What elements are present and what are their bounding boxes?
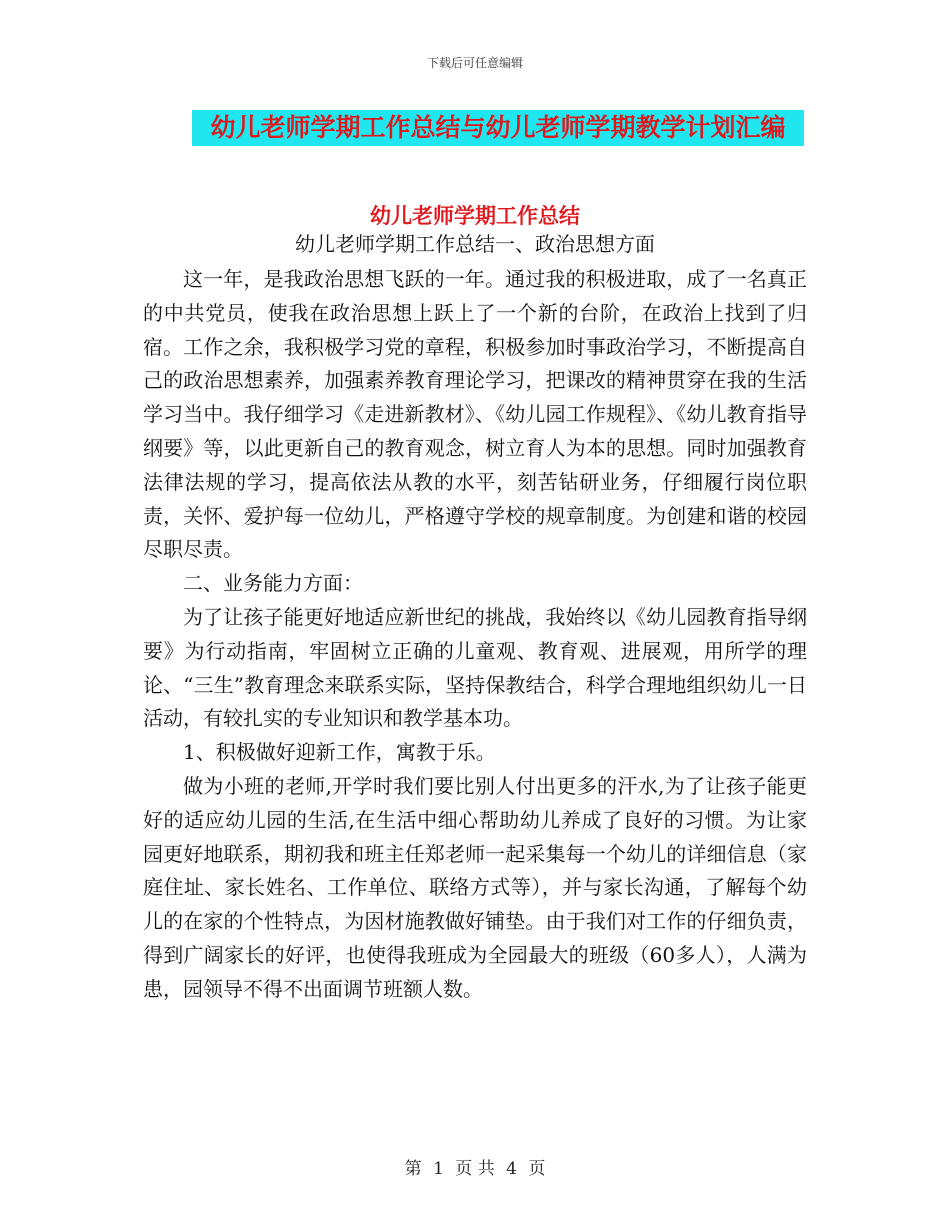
paragraph-business-heading: 二、业务能力方面：	[183, 571, 363, 596]
header-note: 下载后可任意编辑	[426, 56, 523, 70]
page-footer	[0, 1154, 950, 1179]
paragraph-welcome-heading: 1、积极做好迎新工作，寓教于乐。	[183, 740, 496, 765]
footer-page-number: 1	[433, 1159, 444, 1179]
footer-suffix: 页	[528, 1159, 546, 1179]
paragraph-political: 这一年，是我政治思想飞跃的一年。通过我的积极进取，成了一名真正的中共党员，使我在政治思想上跃上了一个新的台阶，在政治上找到了归宿。工作之余，我积极学习党的章程，积极参加时事政治学习，不断提高自己的政治思想素养，加强素养教育理论学习，把课改的精神贯穿在我的生活学习当中。我仔细学习《走进新教材》、《幼儿园工作规程》、《幼儿教育指导纲要》等，以此更新自己的教育观念，树立育人为本的思想。同时加强教育法律法规的学习，提高依法从教的水平，刻苦钻研业务，仔细履行岗位职责，关怀、爱护每一位幼儿，严格遵守学校的规章制度。为创建和谐的校园尽职尽责。	[143, 267, 807, 562]
document-title: 幼儿老师学期工作总结与幼儿老师学期教学计划汇编	[192, 110, 804, 146]
footer-middle: 页 共	[455, 1159, 495, 1179]
footer-total-pages: 4	[506, 1159, 517, 1179]
body-text	[143, 263, 807, 1007]
paragraph-welcome: 做为小班的老师,开学时我们要比别人付出更多的汗水,为了让孩子能更好的适应幼儿园的生活,在生活中细心帮助幼儿养成了良好的习惯。为让家园更好地联系，期初我和班主任郑老师一起采集每一个幼儿的详细信息（家庭住址、家长姓名、工作单位、联络方式等），并与家长沟通，了解每个幼儿的在家的个性特点，为因材施教做好铺垫。由于我们对工作的仔细负责，得到广阔家长的好评，也使得我班成为全园最大的班级（60多人），人满为患，园领导不得不出面调节班额人数。	[143, 773, 807, 1001]
footer-prefix: 第	[404, 1159, 422, 1179]
paragraph-business: 为了让孩子能更好地适应新世纪的挑战，我始终以《幼儿园教育指导纲要》为行动指南，牢固树立正确的儿童观、教育观、进展观，用所学的理论、“三生”教育理念来联系实际，坚持保教结合，科学合理地组织幼儿一日活动，有较扎实的专业知识和教学基本功。	[143, 604, 807, 731]
subtitle: 幼儿老师学期工作总结一、政治思想方面	[295, 232, 655, 256]
section-title: 幼儿老师学期工作总结	[370, 204, 580, 228]
